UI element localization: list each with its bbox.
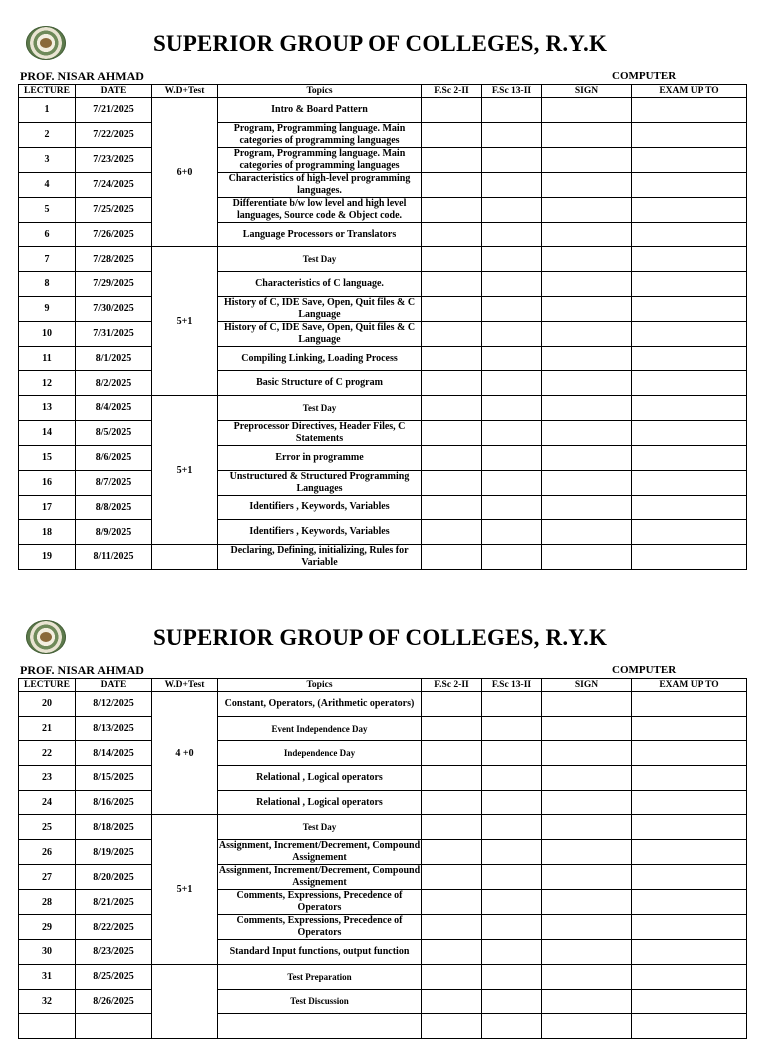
lecture-number: 5 — [19, 197, 76, 222]
fsc-13-ii-cell — [482, 346, 542, 371]
exam-up-to-cell — [632, 1014, 747, 1039]
column-header: EXAM UP TO — [632, 85, 747, 98]
exam-up-to-cell — [632, 890, 747, 915]
fsc-2-ii-cell — [422, 692, 482, 717]
table-row — [19, 544, 747, 569]
fsc-2-ii-cell — [422, 964, 482, 989]
fsc-2-ii-cell — [422, 790, 482, 815]
sign-cell — [542, 790, 632, 815]
lecture-topic: Characteristics of C language. — [218, 272, 422, 297]
professor-name: PROF. NISAR AHMAD — [20, 69, 144, 83]
exam-up-to-cell — [632, 544, 747, 569]
sign-cell — [542, 716, 632, 741]
lecture-topic: Constant, Operators, (Arithmetic operators) — [218, 692, 422, 717]
lecture-date: 8/22/2025 — [76, 915, 152, 940]
lecture-topic: Comments, Expressions, Precedence of Operators — [218, 915, 422, 940]
fsc-2-ii-cell — [422, 420, 482, 445]
lecture-topic: History of C, IDE Save, Open, Quit files & C Language — [218, 321, 422, 346]
table-row — [19, 766, 747, 791]
workdays-test-cell: 5+1 — [152, 396, 218, 545]
table-row — [19, 1014, 747, 1039]
fsc-2-ii-cell — [422, 890, 482, 915]
lecture-date: 8/19/2025 — [76, 840, 152, 865]
fsc-2-ii-cell — [422, 172, 482, 197]
lecture-number: 4 — [19, 172, 76, 197]
workdays-test-cell: 5+1 — [152, 247, 218, 396]
lecture-topic: Assignment, Increment/Decrement, Compound Assignement — [218, 840, 421, 864]
lecture-date: 7/25/2025 — [76, 197, 152, 222]
table-row — [19, 247, 747, 272]
lecture-number: 20 — [19, 692, 76, 717]
fsc-13-ii-cell — [482, 420, 542, 445]
lecture-topic: Unstructured & Structured Programming Languages — [218, 470, 422, 495]
lecture-date: 8/13/2025 — [76, 716, 152, 741]
fsc-13-ii-cell — [482, 197, 542, 222]
sign-cell — [542, 915, 632, 940]
lecture-date: 8/2/2025 — [76, 371, 152, 396]
fsc-2-ii-cell — [422, 495, 482, 520]
fsc-13-ii-cell — [482, 122, 542, 147]
fsc-2-ii-cell — [422, 741, 482, 766]
table-row — [19, 989, 747, 1014]
exam-up-to-cell — [632, 122, 747, 147]
fsc-2-ii-cell — [422, 147, 482, 172]
lecture-topic: Event Independence Day — [218, 716, 422, 741]
table-row — [19, 741, 747, 766]
sign-cell — [542, 890, 632, 915]
fsc-13-ii-cell — [482, 470, 542, 495]
sign-cell — [542, 544, 632, 569]
lecture-number: 2 — [19, 122, 76, 147]
lecture-topic: Error in programme — [218, 445, 422, 470]
fsc-2-ii-cell — [422, 815, 482, 840]
workdays-test-cell: 5+1 — [152, 815, 218, 964]
lecture-number: 9 — [19, 296, 76, 321]
fsc-2-ii-cell — [422, 122, 482, 147]
lecture-number: 30 — [19, 940, 76, 965]
sign-cell — [542, 272, 632, 297]
lecture-number: 1 — [19, 98, 76, 123]
exam-up-to-cell — [632, 396, 747, 421]
schedule-table — [18, 678, 747, 1039]
lecture-number: 28 — [19, 890, 76, 915]
column-header: F.Sc 13-II — [482, 679, 542, 692]
lecture-topic: Test Day — [218, 815, 422, 840]
lecture-number: 25 — [19, 815, 76, 840]
column-header: EXAM UP TO — [632, 679, 747, 692]
sign-cell — [542, 989, 632, 1014]
lecture-date: 8/25/2025 — [76, 964, 152, 989]
subject-name: COMPUTER — [612, 70, 677, 82]
fsc-13-ii-cell — [482, 172, 542, 197]
table-row — [19, 865, 747, 890]
column-header: W.D+Test — [152, 679, 218, 692]
sign-cell — [542, 495, 632, 520]
table-row — [19, 840, 747, 865]
column-header: F.Sc 2-II — [422, 679, 482, 692]
exam-up-to-cell — [632, 445, 747, 470]
fsc-13-ii-cell — [482, 147, 542, 172]
page-title: SUPERIOR GROUP OF COLLEGES, R.Y.K — [152, 31, 608, 56]
fsc-2-ii-cell — [422, 520, 482, 545]
lecture-topic: Relational , Logical operators — [218, 766, 422, 791]
exam-up-to-cell — [632, 716, 747, 741]
exam-up-to-cell — [632, 790, 747, 815]
exam-up-to-cell — [632, 420, 747, 445]
sign-cell — [542, 940, 632, 965]
lecture-number: 19 — [19, 544, 76, 569]
professor-name: PROF. NISAR AHMAD — [20, 663, 144, 677]
table-row — [19, 815, 747, 840]
table-row — [19, 172, 747, 197]
table-row — [19, 890, 747, 915]
lecture-topic: Test Preparation — [218, 964, 422, 989]
sign-cell — [542, 98, 632, 123]
exam-up-to-cell — [632, 147, 747, 172]
exam-up-to-cell — [632, 766, 747, 791]
sign-cell — [542, 815, 632, 840]
lecture-number: 16 — [19, 470, 76, 495]
sign-cell — [542, 172, 632, 197]
subject-name: COMPUTER — [612, 664, 677, 676]
sign-cell — [542, 964, 632, 989]
column-header: F.Sc 2-II — [422, 85, 482, 98]
table-row — [19, 790, 747, 815]
table-header-row — [19, 679, 747, 692]
workdays-test-cell: 6+0 — [152, 98, 218, 247]
fsc-2-ii-cell — [422, 98, 482, 123]
fsc-2-ii-cell — [422, 247, 482, 272]
lecture-topic: Standard Input functions, output function — [218, 940, 422, 965]
exam-up-to-cell — [632, 741, 747, 766]
table-row — [19, 321, 747, 346]
table-row — [19, 197, 747, 222]
lecture-date: 7/23/2025 — [76, 147, 152, 172]
lecture-topic: Program, Programming language. Main categories of programming languages — [218, 147, 422, 172]
column-header: F.Sc 13-II — [482, 85, 542, 98]
lecture-date: 8/12/2025 — [76, 692, 152, 717]
fsc-13-ii-cell — [482, 790, 542, 815]
fsc-13-ii-cell — [482, 520, 542, 545]
sign-cell — [542, 321, 632, 346]
column-header: LECTURE — [19, 679, 76, 692]
workdays-test-cell: 4 +0 — [152, 692, 218, 815]
exam-up-to-cell — [632, 296, 747, 321]
fsc-2-ii-cell — [422, 346, 482, 371]
lecture-date: 7/21/2025 — [76, 98, 152, 123]
sign-cell — [542, 1014, 632, 1039]
exam-up-to-cell — [632, 470, 747, 495]
lecture-date: 8/18/2025 — [76, 815, 152, 840]
lecture-topic: Declaring, Defining, initializing, Rules for Variable — [218, 544, 422, 569]
sign-cell — [542, 197, 632, 222]
exam-up-to-cell — [632, 692, 747, 717]
column-header: DATE — [76, 85, 152, 98]
table-row — [19, 964, 747, 989]
table-row — [19, 692, 747, 717]
fsc-13-ii-cell — [482, 247, 542, 272]
lecture-number: 13 — [19, 396, 76, 421]
page-title: SUPERIOR GROUP OF COLLEGES, R.Y.K — [152, 625, 608, 650]
lecture-number: 26 — [19, 840, 76, 865]
sign-cell — [542, 420, 632, 445]
lecture-date: 8/4/2025 — [76, 396, 152, 421]
schedule-table — [18, 84, 747, 570]
fsc-13-ii-cell — [482, 840, 542, 865]
table-row — [19, 147, 747, 172]
fsc-13-ii-cell — [482, 495, 542, 520]
sign-cell — [542, 147, 632, 172]
table-row — [19, 716, 747, 741]
table-row — [19, 122, 747, 147]
table-row — [19, 98, 747, 123]
fsc-13-ii-cell — [482, 940, 542, 965]
fsc-2-ii-cell — [422, 371, 482, 396]
fsc-13-ii-cell — [482, 445, 542, 470]
table-row — [19, 420, 747, 445]
exam-up-to-cell — [632, 321, 747, 346]
sign-cell — [542, 346, 632, 371]
lecture-number: 24 — [19, 790, 76, 815]
fsc-2-ii-cell — [422, 1014, 482, 1039]
column-header: SIGN — [542, 679, 632, 692]
workdays-test-cell — [152, 544, 218, 569]
fsc-13-ii-cell — [482, 964, 542, 989]
lecture-topic: Test Discussion — [218, 989, 422, 1014]
fsc-13-ii-cell — [482, 741, 542, 766]
lecture-topic: Assignment, Increment/Decrement, Compound Assignement — [218, 865, 421, 889]
lecture-date: 8/11/2025 — [76, 544, 152, 569]
table-row — [19, 495, 747, 520]
fsc-2-ii-cell — [422, 716, 482, 741]
exam-up-to-cell — [632, 272, 747, 297]
lecture-topic: Language Processors or Translators — [218, 222, 422, 247]
lecture-topic: Intro & Board Pattern — [218, 98, 422, 123]
exam-up-to-cell — [632, 915, 747, 940]
sign-cell — [542, 520, 632, 545]
table-row — [19, 520, 747, 545]
exam-up-to-cell — [632, 815, 747, 840]
lecture-date: 8/16/2025 — [76, 790, 152, 815]
lecture-number: 14 — [19, 420, 76, 445]
table-row — [19, 396, 747, 421]
fsc-2-ii-cell — [422, 222, 482, 247]
column-header: Topics — [218, 85, 422, 98]
lecture-number: 17 — [19, 495, 76, 520]
column-header: Topics — [218, 679, 422, 692]
lecture-date: 7/28/2025 — [76, 247, 152, 272]
fsc-13-ii-cell — [482, 766, 542, 791]
lecture-date: 8/8/2025 — [76, 495, 152, 520]
sign-cell — [542, 840, 632, 865]
lecture-number: 8 — [19, 272, 76, 297]
exam-up-to-cell — [632, 346, 747, 371]
fsc-13-ii-cell — [482, 296, 542, 321]
sign-cell — [542, 692, 632, 717]
fsc-13-ii-cell — [482, 692, 542, 717]
lecture-date: 8/6/2025 — [76, 445, 152, 470]
fsc-2-ii-cell — [422, 865, 482, 890]
lecture-number: 23 — [19, 766, 76, 791]
lecture-number: 29 — [19, 915, 76, 940]
exam-up-to-cell — [632, 940, 747, 965]
column-header: SIGN — [542, 85, 632, 98]
fsc-13-ii-cell — [482, 272, 542, 297]
lecture-date: 7/22/2025 — [76, 122, 152, 147]
table-row — [19, 940, 747, 965]
workdays-test-cell — [152, 964, 218, 1038]
exam-up-to-cell — [632, 495, 747, 520]
table-row — [19, 272, 747, 297]
fsc-2-ii-cell — [422, 989, 482, 1014]
lecture-number: 18 — [19, 520, 76, 545]
sign-cell — [542, 470, 632, 495]
exam-up-to-cell — [632, 222, 747, 247]
exam-up-to-cell — [632, 865, 747, 890]
sign-cell — [542, 222, 632, 247]
lecture-number: 15 — [19, 445, 76, 470]
table-row — [19, 371, 747, 396]
exam-up-to-cell — [632, 964, 747, 989]
fsc-2-ii-cell — [422, 296, 482, 321]
lecture-date: 7/31/2025 — [76, 321, 152, 346]
lecture-number — [19, 1014, 76, 1039]
lecture-date: 7/30/2025 — [76, 296, 152, 321]
lecture-topic: History of C, IDE Save, Open, Quit files & C Language — [218, 296, 422, 321]
exam-up-to-cell — [632, 840, 747, 865]
exam-up-to-cell — [632, 371, 747, 396]
table-row — [19, 470, 747, 495]
lecture-number: 32 — [19, 989, 76, 1014]
fsc-13-ii-cell — [482, 396, 542, 421]
fsc-2-ii-cell — [422, 915, 482, 940]
column-header: W.D+Test — [152, 85, 218, 98]
fsc-13-ii-cell — [482, 915, 542, 940]
lecture-date: 8/5/2025 — [76, 420, 152, 445]
lecture-topic: Independence Day — [218, 741, 422, 766]
fsc-13-ii-cell — [482, 989, 542, 1014]
fsc-2-ii-cell — [422, 470, 482, 495]
exam-up-to-cell — [632, 98, 747, 123]
fsc-13-ii-cell — [482, 321, 542, 346]
sign-cell — [542, 445, 632, 470]
fsc-2-ii-cell — [422, 766, 482, 791]
fsc-2-ii-cell — [422, 396, 482, 421]
lecture-topic: Relational , Logical operators — [218, 790, 422, 815]
fsc-2-ii-cell — [422, 544, 482, 569]
sign-cell — [542, 741, 632, 766]
lecture-date: 8/26/2025 — [76, 989, 152, 1014]
column-header: LECTURE — [19, 85, 76, 98]
lecture-number: 7 — [19, 247, 76, 272]
sign-cell — [542, 371, 632, 396]
fsc-2-ii-cell — [422, 272, 482, 297]
lecture-number: 31 — [19, 964, 76, 989]
fsc-2-ii-cell — [422, 197, 482, 222]
lecture-topic: Program, Programming language. Main categories of programming languages — [218, 122, 422, 147]
sign-cell — [542, 865, 632, 890]
lecture-number: 22 — [19, 741, 76, 766]
lecture-number: 21 — [19, 716, 76, 741]
sign-cell — [542, 296, 632, 321]
lecture-number: 3 — [19, 147, 76, 172]
lecture-date — [76, 1014, 152, 1039]
fsc-13-ii-cell — [482, 716, 542, 741]
exam-up-to-cell — [632, 247, 747, 272]
lecture-number: 27 — [19, 865, 76, 890]
lecture-topic — [218, 1014, 422, 1039]
lecture-date: 7/26/2025 — [76, 222, 152, 247]
fsc-13-ii-cell — [482, 98, 542, 123]
fsc-13-ii-cell — [482, 865, 542, 890]
lecture-date: 8/21/2025 — [76, 890, 152, 915]
exam-up-to-cell — [632, 172, 747, 197]
sign-cell — [542, 766, 632, 791]
table-row — [19, 346, 747, 371]
exam-up-to-cell — [632, 520, 747, 545]
fsc-13-ii-cell — [482, 222, 542, 247]
fsc-2-ii-cell — [422, 840, 482, 865]
table-row — [19, 296, 747, 321]
fsc-13-ii-cell — [482, 371, 542, 396]
table-row — [19, 915, 747, 940]
lecture-topic: Comments, Expressions, Precedence of Operators — [218, 890, 422, 915]
sign-cell — [542, 247, 632, 272]
fsc-2-ii-cell — [422, 940, 482, 965]
lecture-topic: Identifiers , Keywords, Variables — [218, 495, 422, 520]
lecture-topic: Characteristics of high-level programming languages. — [218, 172, 422, 197]
sign-cell — [542, 122, 632, 147]
table-header-row — [19, 85, 747, 98]
lecture-date: 8/1/2025 — [76, 346, 152, 371]
sign-cell — [542, 396, 632, 421]
fsc-13-ii-cell — [482, 815, 542, 840]
lecture-topic: Basic Structure of C program — [218, 371, 422, 396]
lecture-topic: Test Day — [218, 247, 422, 272]
fsc-2-ii-cell — [422, 445, 482, 470]
lecture-topic: Preprocessor Directives, Header Files, C Statements — [218, 420, 422, 445]
lecture-date: 8/15/2025 — [76, 766, 152, 791]
lecture-date: 8/20/2025 — [76, 865, 152, 890]
lecture-topic: Compiling Linking, Loading Process — [218, 346, 422, 371]
lecture-topic: Test Day — [218, 396, 422, 421]
lecture-date: 7/24/2025 — [76, 172, 152, 197]
fsc-13-ii-cell — [482, 1014, 542, 1039]
lecture-number: 12 — [19, 371, 76, 396]
lecture-date: 7/29/2025 — [76, 272, 152, 297]
lecture-date: 8/9/2025 — [76, 520, 152, 545]
lecture-date: 8/23/2025 — [76, 940, 152, 965]
lecture-number: 10 — [19, 321, 76, 346]
lecture-date: 8/14/2025 — [76, 741, 152, 766]
table-row — [19, 222, 747, 247]
exam-up-to-cell — [632, 197, 747, 222]
lecture-number: 6 — [19, 222, 76, 247]
lecture-topic: Identifiers , Keywords, Variables — [218, 520, 422, 545]
exam-up-to-cell — [632, 989, 747, 1014]
column-header: DATE — [76, 679, 152, 692]
fsc-2-ii-cell — [422, 321, 482, 346]
table-row — [19, 445, 747, 470]
lecture-topic: Differentiate b/w low level and high level languages, Source code & Object code. — [218, 197, 422, 222]
lecture-date: 8/7/2025 — [76, 470, 152, 495]
fsc-13-ii-cell — [482, 544, 542, 569]
fsc-13-ii-cell — [482, 890, 542, 915]
lecture-number: 11 — [19, 346, 76, 371]
